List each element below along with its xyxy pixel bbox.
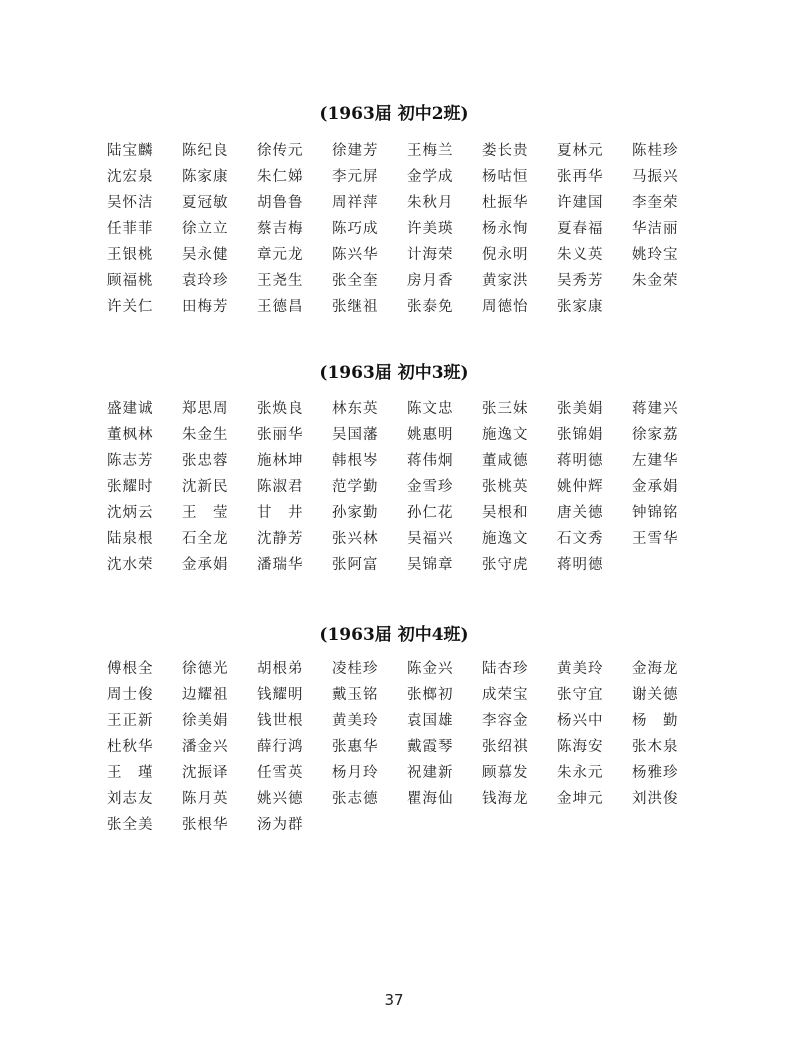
student-name: 张兴林 xyxy=(332,531,379,547)
student-name: 陆宝麟 xyxy=(107,143,154,159)
student-name: 张继祖 xyxy=(332,299,379,315)
student-name: 张绍祺 xyxy=(482,739,529,755)
student-name: 袁国雄 xyxy=(407,713,454,729)
student-name: 杨兴中 xyxy=(557,713,604,729)
student-name: 甘 井 xyxy=(257,505,304,521)
student-name: 王雪华 xyxy=(632,531,679,547)
student-name: 杜振华 xyxy=(482,195,529,211)
student-name: 吴秀芳 xyxy=(557,273,604,289)
student-name: 姚玲宝 xyxy=(632,247,679,263)
student-name: 钱世根 xyxy=(257,713,304,729)
student-name: 沈静芳 xyxy=(257,531,304,547)
student-name: 潘金兴 xyxy=(182,739,229,755)
student-name: 张阿富 xyxy=(332,557,379,573)
student-name: 张家康 xyxy=(557,299,604,315)
student-name: 许美瑛 xyxy=(407,221,454,237)
student-name: 施林坤 xyxy=(257,453,304,469)
student-name: 李容金 xyxy=(482,713,529,729)
student-name: 吴根和 xyxy=(482,505,529,521)
student-name: 谢关德 xyxy=(632,687,679,703)
student-name: 凌桂珍 xyxy=(332,661,379,677)
student-name: 陈文忠 xyxy=(407,401,454,417)
student-name: 王正新 xyxy=(107,713,154,729)
student-name: 朱金生 xyxy=(182,427,229,443)
student-name: 傅根全 xyxy=(107,661,154,677)
student-name: 顾福桃 xyxy=(107,273,154,289)
student-name: 吴锦章 xyxy=(407,557,454,573)
student-name: 石文秀 xyxy=(557,531,604,547)
student-name: 娄长贵 xyxy=(482,143,529,159)
student-name: 姚兴德 xyxy=(257,791,304,807)
student-name: 刘志友 xyxy=(107,791,154,807)
student-name: 徐家荔 xyxy=(632,427,679,443)
student-name: 马振兴 xyxy=(632,169,679,185)
student-name: 王尧生 xyxy=(257,273,304,289)
student-name: 胡根弟 xyxy=(257,661,304,677)
student-name: 杨咕恒 xyxy=(482,169,529,185)
student-name: 李奎荣 xyxy=(632,195,679,211)
student-name: 戴玉铭 xyxy=(332,687,379,703)
student-name: 朱永元 xyxy=(557,765,604,781)
student-name: 吴永健 xyxy=(182,247,229,263)
student-name: 王梅兰 xyxy=(407,143,454,159)
student-name: 陆泉根 xyxy=(107,531,154,547)
student-name: 朱秋月 xyxy=(407,195,454,211)
student-name: 王 莹 xyxy=(182,505,229,521)
student-name: 姚惠明 xyxy=(407,427,454,443)
student-name: 陈纪良 xyxy=(182,143,229,159)
student-name: 韩根岑 xyxy=(332,453,379,469)
student-name: 张全美 xyxy=(107,817,154,833)
student-name: 金坤元 xyxy=(557,791,604,807)
student-name: 潘瑞华 xyxy=(257,557,304,573)
names-grid xyxy=(107,138,707,320)
student-name: 张三妹 xyxy=(482,401,529,417)
student-name: 姚仲辉 xyxy=(557,479,604,495)
student-name: 张锦娟 xyxy=(557,427,604,443)
student-name: 陈海安 xyxy=(557,739,604,755)
student-name: 边耀祖 xyxy=(182,687,229,703)
student-name: 王德昌 xyxy=(257,299,304,315)
student-name: 左建华 xyxy=(632,453,679,469)
student-name: 计海荣 xyxy=(407,247,454,263)
student-name: 蔡吉梅 xyxy=(257,221,304,237)
student-name: 祝建新 xyxy=(407,765,454,781)
student-name: 许建国 xyxy=(557,195,604,211)
student-name: 房月香 xyxy=(407,273,454,289)
student-name: 陈志芳 xyxy=(107,453,154,469)
student-name: 孙家勤 xyxy=(332,505,379,521)
student-name: 汤为群 xyxy=(257,817,304,833)
student-name: 张泰免 xyxy=(407,299,454,315)
student-name: 章元龙 xyxy=(257,247,304,263)
student-name: 徐立立 xyxy=(182,221,229,237)
names-grid xyxy=(107,656,707,838)
student-name: 徐建芳 xyxy=(332,143,379,159)
student-name: 陈桂珍 xyxy=(632,143,679,159)
student-name: 金雪珍 xyxy=(407,479,454,495)
student-name: 沈振译 xyxy=(182,765,229,781)
student-name: 张焕良 xyxy=(257,401,304,417)
student-name: 钱海龙 xyxy=(482,791,529,807)
student-name: 周德怡 xyxy=(482,299,529,315)
student-name: 金海龙 xyxy=(632,661,679,677)
student-name: 张桃英 xyxy=(482,479,529,495)
section-title: (1963届 初中2班) xyxy=(319,104,469,124)
student-name: 蒋明德 xyxy=(557,453,604,469)
student-name: 陈淑君 xyxy=(257,479,304,495)
student-name: 沈炳云 xyxy=(107,505,154,521)
student-name: 周士俊 xyxy=(107,687,154,703)
student-name: 施逸文 xyxy=(482,531,529,547)
student-name: 瞿海仙 xyxy=(407,791,454,807)
student-name: 杨雅珍 xyxy=(632,765,679,781)
student-name: 张惠华 xyxy=(332,739,379,755)
student-name: 徐美娟 xyxy=(182,713,229,729)
student-name: 夏林元 xyxy=(557,143,604,159)
student-name: 张再华 xyxy=(557,169,604,185)
student-name: 倪永明 xyxy=(482,247,529,263)
student-name: 杨 勤 xyxy=(632,713,679,729)
student-name: 徐德光 xyxy=(182,661,229,677)
student-name: 朱义英 xyxy=(557,247,604,263)
student-name: 张志德 xyxy=(332,791,379,807)
student-name: 沈水荣 xyxy=(107,557,154,573)
student-name: 许关仁 xyxy=(107,299,154,315)
student-name: 蒋伟炯 xyxy=(407,453,454,469)
student-name: 夏冠敏 xyxy=(182,195,229,211)
student-name: 施逸文 xyxy=(482,427,529,443)
student-name: 黄美玲 xyxy=(557,661,604,677)
student-name: 张忠蓉 xyxy=(182,453,229,469)
student-name: 张全奎 xyxy=(332,273,379,289)
student-name: 黄美玲 xyxy=(332,713,379,729)
student-name: 黄家洪 xyxy=(482,273,529,289)
student-name: 任菲菲 xyxy=(107,221,154,237)
student-name: 钟锦铭 xyxy=(632,505,679,521)
student-name: 沈新民 xyxy=(182,479,229,495)
student-name: 孙仁花 xyxy=(407,505,454,521)
student-name: 张丽华 xyxy=(257,427,304,443)
student-name: 王 瑾 xyxy=(107,765,154,781)
student-name: 陈家康 xyxy=(182,169,229,185)
student-name: 陈巧成 xyxy=(332,221,379,237)
student-name: 吴国藩 xyxy=(332,427,379,443)
section-title: (1963届 初中4班) xyxy=(319,625,469,645)
student-name: 陈兴华 xyxy=(332,247,379,263)
student-name: 胡鲁鲁 xyxy=(257,195,304,211)
student-name: 杜秋华 xyxy=(107,739,154,755)
student-name: 金承娟 xyxy=(182,557,229,573)
student-name: 田梅芳 xyxy=(182,299,229,315)
student-name: 张根华 xyxy=(182,817,229,833)
student-name: 金承娟 xyxy=(632,479,679,495)
student-name: 林东英 xyxy=(332,401,379,417)
student-name: 石全龙 xyxy=(182,531,229,547)
student-name: 唐关德 xyxy=(557,505,604,521)
student-name: 蒋明德 xyxy=(557,557,604,573)
student-name: 成荣宝 xyxy=(482,687,529,703)
student-name: 薛行鸿 xyxy=(257,739,304,755)
student-name: 张耀时 xyxy=(107,479,154,495)
student-name: 蒋建兴 xyxy=(632,401,679,417)
student-name: 范学勤 xyxy=(332,479,379,495)
student-name: 吴福兴 xyxy=(407,531,454,547)
student-name: 杨月玲 xyxy=(332,765,379,781)
student-name: 张木泉 xyxy=(632,739,679,755)
section-title: (1963届 初中3班) xyxy=(319,363,469,383)
student-name: 沈宏泉 xyxy=(107,169,154,185)
names-grid xyxy=(107,396,707,578)
student-name: 吴怀洁 xyxy=(107,195,154,211)
student-name: 刘洪俊 xyxy=(632,791,679,807)
student-name: 戴霞琴 xyxy=(407,739,454,755)
student-name: 陆杏珍 xyxy=(482,661,529,677)
student-name: 张守宜 xyxy=(557,687,604,703)
student-name: 陈月英 xyxy=(182,791,229,807)
student-name: 陈金兴 xyxy=(407,661,454,677)
student-name: 张美娟 xyxy=(557,401,604,417)
student-name: 杨永恂 xyxy=(482,221,529,237)
student-name: 王银桃 xyxy=(107,247,154,263)
student-name: 夏春福 xyxy=(557,221,604,237)
student-name: 董枫林 xyxy=(107,427,154,443)
student-name: 张守虎 xyxy=(482,557,529,573)
student-name: 顾慕发 xyxy=(482,765,529,781)
student-name: 郑思周 xyxy=(182,401,229,417)
student-name: 张榔初 xyxy=(407,687,454,703)
student-name: 徐传元 xyxy=(257,143,304,159)
student-name: 金学成 xyxy=(407,169,454,185)
student-name: 华洁丽 xyxy=(632,221,679,237)
student-name: 任雪英 xyxy=(257,765,304,781)
student-name: 钱耀明 xyxy=(257,687,304,703)
student-name: 董咸德 xyxy=(482,453,529,469)
student-name: 朱金荣 xyxy=(632,273,679,289)
student-name: 朱仁娣 xyxy=(257,169,304,185)
page-number: 37 xyxy=(384,991,404,1009)
student-name: 盛建诚 xyxy=(107,401,154,417)
student-name: 袁玲珍 xyxy=(182,273,229,289)
student-name: 周祥萍 xyxy=(332,195,379,211)
student-name: 李元屏 xyxy=(332,169,379,185)
